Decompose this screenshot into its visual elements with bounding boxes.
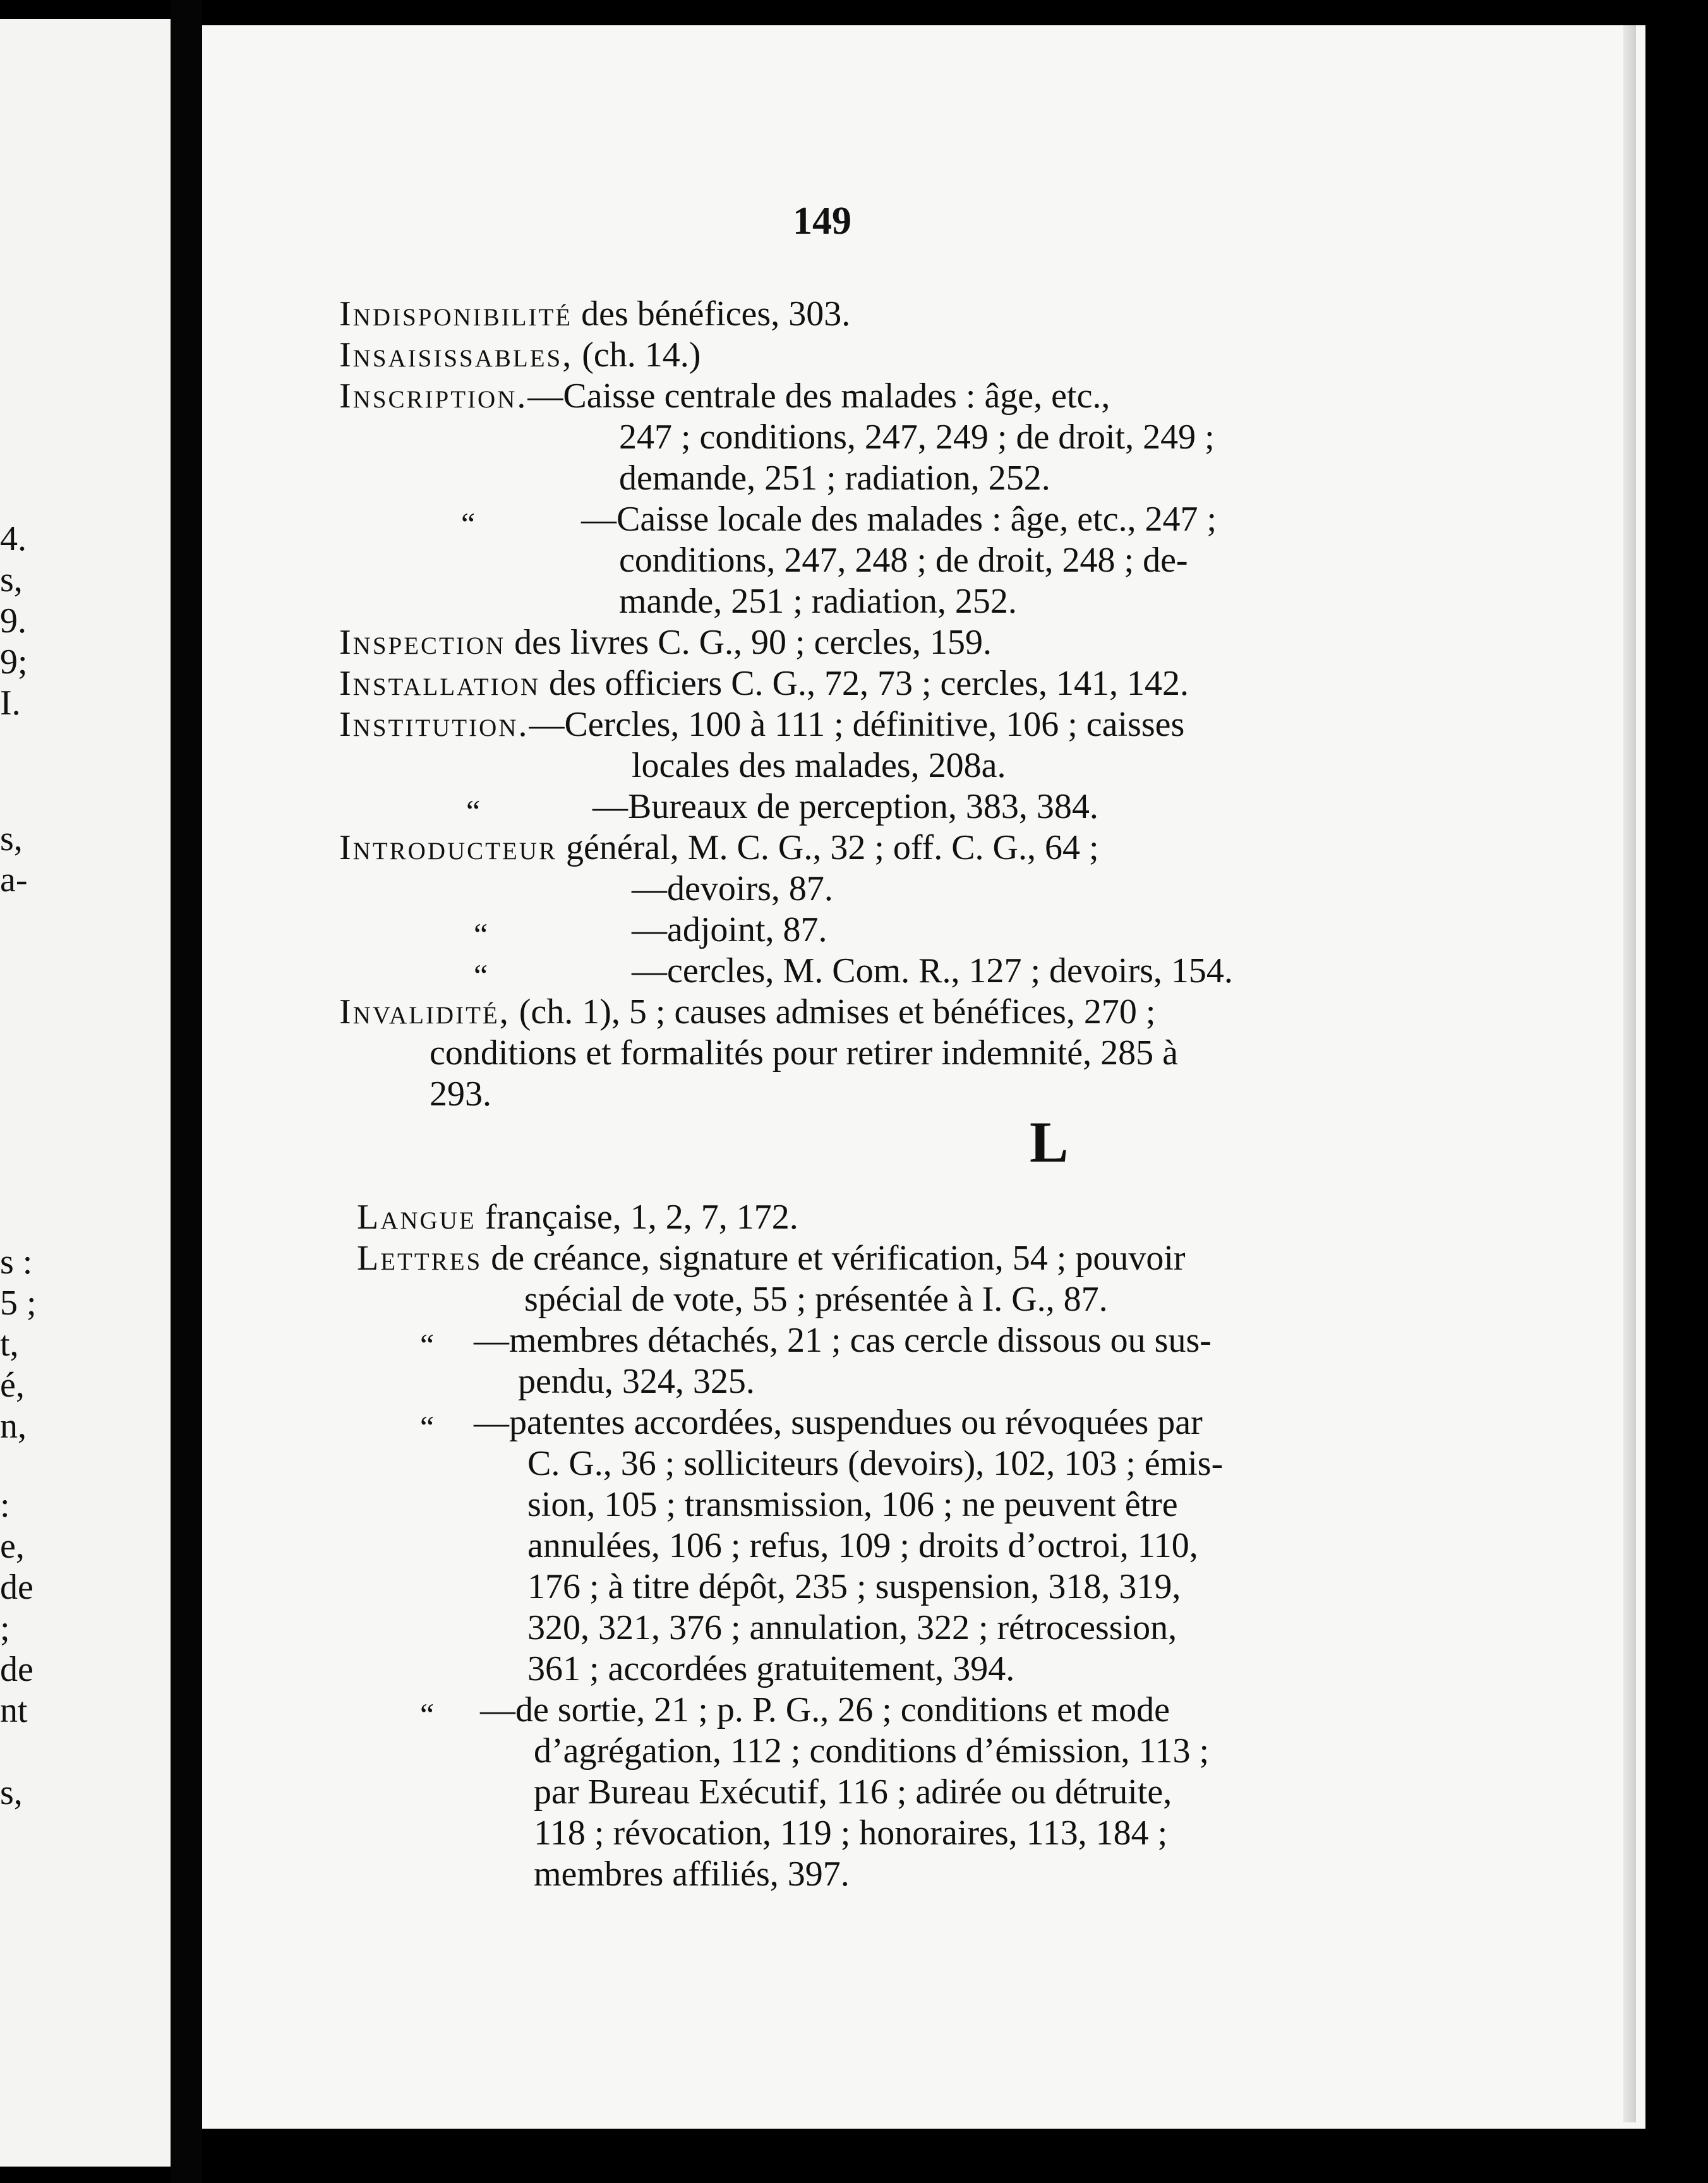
index-entry-continuation: 118 ; révocation, 119 ; honoraires, 113, 184 ;	[534, 1813, 1168, 1853]
index-entry-continuation: 176 ; à titre dépôt, 235 ; suspension, 318, 319,	[527, 1567, 1181, 1606]
index-entry-sub: —adjoint, 87.	[632, 910, 827, 949]
index-entry-continuation: 320, 321, 376 ; annulation, 322 ; rétrocession,	[527, 1608, 1177, 1647]
entry-head: Introducteur	[339, 828, 557, 867]
page-number: 149	[793, 200, 851, 243]
entry-head: Installation	[339, 664, 540, 703]
index-entry-continuation: membres affiliés, 397.	[534, 1855, 850, 1894]
index-entry-sub: —patentes accordées, suspendues ou révoquées par	[474, 1403, 1203, 1442]
entry-text: (ch. 14.)	[573, 335, 701, 375]
left-fragment: I.	[0, 683, 21, 723]
entry-text: —Cercles, 100 à 111 ; définitive, 106 ; caisses	[529, 705, 1185, 744]
index-entry-continuation: mande, 251 ; radiation, 252.	[619, 582, 1017, 621]
entry-head: Indisponibilité	[339, 294, 573, 334]
left-fragment: nt	[0, 1691, 28, 1730]
index-entry-continuation: demande, 251 ; radiation, 252.	[619, 459, 1050, 498]
index-entry	[339, 663, 1189, 704]
left-fragment: s,	[0, 1773, 23, 1812]
index-entry-sub: —Caisse locale des malades : âge, etc., 247 ;	[581, 500, 1217, 539]
index-entry	[339, 294, 850, 334]
ditto-mark: “	[461, 506, 476, 541]
index-entry-continuation: conditions, 247, 248 ; de droit, 248 ; de-	[619, 541, 1188, 580]
index-entry	[339, 704, 1184, 745]
left-fragment: 5 ;	[0, 1284, 37, 1323]
index-entry-continuation: par Bureau Exécutif, 116 ; adirée ou détruite,	[534, 1772, 1172, 1812]
section-letter: L	[1030, 1110, 1069, 1174]
left-fragment: ;	[0, 1609, 10, 1648]
index-entry-continuation: 293.	[430, 1074, 491, 1114]
left-fragment: t,	[0, 1325, 19, 1364]
index-entry-continuation: pendu, 324, 325.	[518, 1362, 755, 1401]
index-entry	[339, 335, 701, 375]
left-fragment: é,	[0, 1366, 25, 1405]
ditto-mark: “	[420, 1697, 435, 1732]
ditto-mark: “	[420, 1409, 435, 1445]
entry-text: (ch. 1), 5 ; causes admises et bénéfices, 270 ;	[510, 992, 1156, 1031]
entry-text: des bénéfices, 303.	[572, 294, 851, 334]
index-entry-continuation: 247 ; conditions, 247, 249 ; de droit, 249 ;	[619, 418, 1215, 457]
index-entry-continuation: sion, 105 ; transmission, 106 ; ne peuvent être	[527, 1485, 1178, 1524]
index-entry-sub: —de sortie, 21 ; p. P. G., 26 ; conditions et mode	[480, 1690, 1170, 1729]
book-gutter	[171, 0, 202, 2183]
left-fragment: :	[0, 1486, 10, 1525]
index-entry-continuation: conditions et formalités pour retirer indemnité, 285 à	[430, 1033, 1178, 1073]
ditto-mark: “	[420, 1327, 435, 1362]
index-entry-sub: —devoirs, 87.	[632, 869, 833, 908]
left-fragment: 4.	[0, 519, 27, 558]
left-fragment: e,	[0, 1527, 25, 1566]
index-entry-continuation: d’agrégation, 112 ; conditions d’émission, 113 ;	[534, 1731, 1210, 1771]
left-facing-page	[0, 19, 171, 2167]
index-entry-sub: —membres détachés, 21 ; cas cercle dissous ou sus-	[474, 1321, 1212, 1360]
left-fragment: 9.	[0, 601, 27, 640]
entry-text: française, 1, 2, 7, 172.	[476, 1198, 798, 1237]
left-fragment: s :	[0, 1242, 33, 1282]
entry-text: de créance, signature et vérification, 54 ; pouvoir	[482, 1239, 1186, 1278]
left-fragment: s,	[0, 819, 23, 858]
index-entry	[339, 992, 1155, 1032]
left-fragment: 9;	[0, 642, 28, 682]
entry-head: Insaisissables,	[339, 335, 574, 375]
index-entry	[339, 622, 992, 663]
index-entry	[339, 827, 1099, 868]
entry-text: des officiers C. G., 72, 73 ; cercles, 141, 142.	[540, 664, 1189, 703]
index-entry	[339, 376, 1110, 416]
index-entry-continuation: annulées, 106 ; refus, 109 ; droits d’octroi, 110,	[527, 1526, 1198, 1565]
left-fragment: a-	[0, 860, 28, 899]
index-entry-continuation: C. G., 36 ; solliciteurs (devoirs), 102, 103 ; émis-	[527, 1444, 1224, 1483]
ditto-mark: “	[474, 958, 488, 993]
entry-head: Inspection	[339, 623, 506, 662]
index-entry	[357, 1197, 798, 1237]
index-entry-continuation: 361 ; accordées gratuitement, 394.	[527, 1649, 1015, 1688]
entry-head: Institution.	[339, 705, 529, 744]
left-fragment: de	[0, 1650, 33, 1689]
page-edge	[1623, 25, 1636, 2122]
index-entry-sub: —Bureaux de perception, 383, 384.	[592, 787, 1098, 826]
ditto-mark: “	[466, 793, 481, 829]
entry-head: Invalidité,	[339, 992, 510, 1031]
entry-head: Lettres	[357, 1239, 483, 1278]
entry-text: —Caisse centrale des malades : âge, etc.,	[527, 376, 1110, 416]
index-entry-sub: —cercles, M. Com. R., 127 ; devoirs, 154.	[632, 951, 1233, 990]
left-fragment: n,	[0, 1407, 27, 1446]
index-entry-continuation: locales des malades, 208a.	[632, 746, 1006, 785]
index-entry-continuation: spécial de vote, 55 ; présentée à I. G., 87.	[524, 1280, 1108, 1319]
entry-text: général, M. C. G., 32 ; off. C. G., 64 ;	[556, 828, 1099, 867]
entry-head: Langue	[357, 1198, 476, 1237]
left-fragment: de	[0, 1568, 33, 1607]
entry-text: des livres C. G., 90 ; cercles, 159.	[505, 623, 992, 662]
index-page	[202, 25, 1645, 2129]
entry-head: Inscription.	[339, 376, 528, 416]
index-entry	[357, 1238, 1186, 1278]
left-fragment: s,	[0, 560, 23, 599]
ditto-mark: “	[474, 917, 488, 952]
